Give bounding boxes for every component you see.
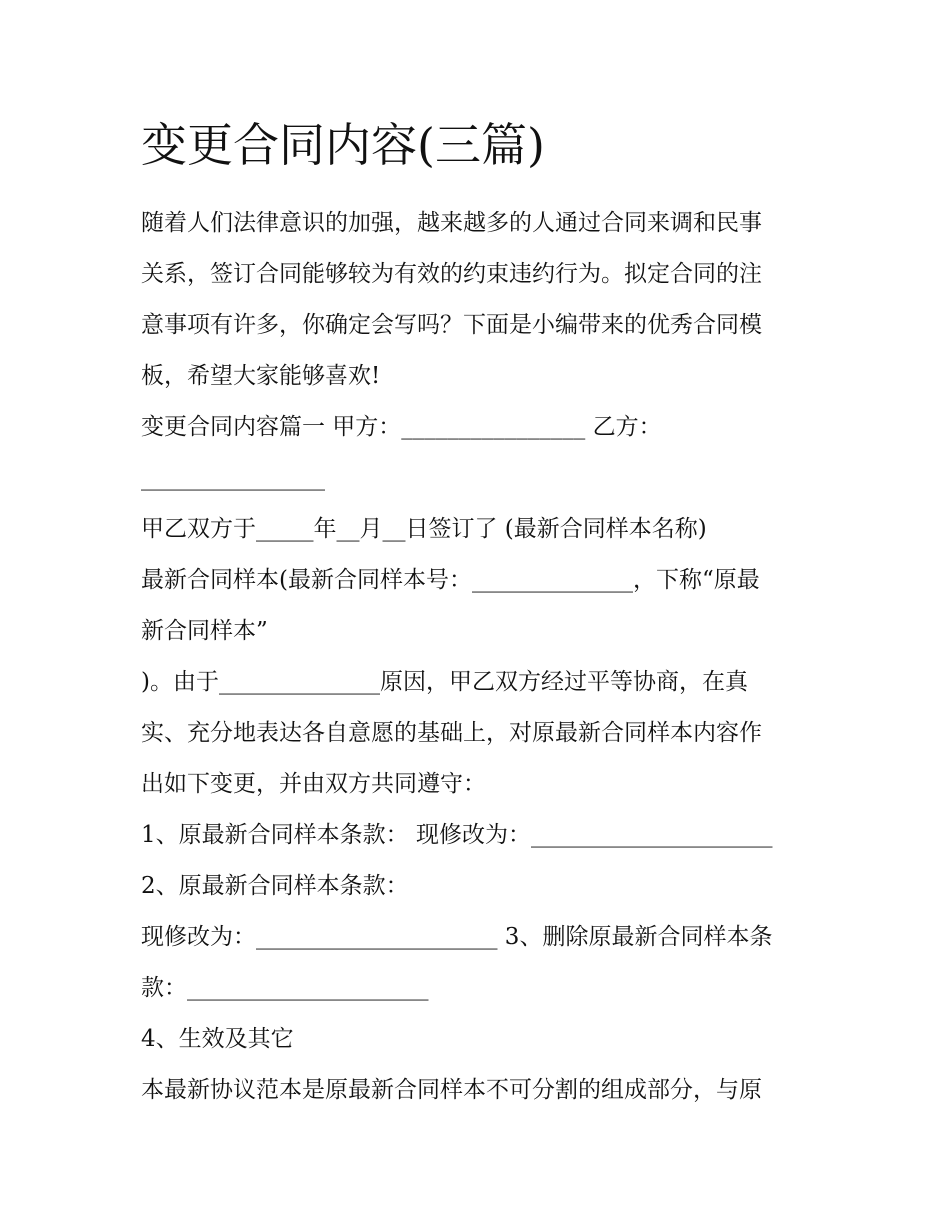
text-line: 最新合同样本(最新合同样本号：______________，下称“原最 — [141, 567, 760, 593]
text-line: ________________ — [141, 465, 325, 491]
text-line: 新合同样本” — [141, 618, 268, 644]
document-page — [141, 110, 821, 1116]
text-line: )。由于______________原因，甲乙双方经过平等协商，在真 — [141, 669, 748, 695]
text-line: 1、原最新合同样本条款： 现修改为：_____________________ — [141, 822, 773, 848]
text-line: 变更合同内容篇一 甲方：________________ 乙方： — [141, 414, 662, 440]
text-line: 款：_____________________ — [141, 975, 429, 1001]
text-line: 关系，签订合同能够较为有效的约束违约行为。拟定合同的注 — [141, 261, 762, 287]
text-line: 现修改为：_____________________ 3、删除原最新合同样本条 — [141, 924, 773, 950]
text-line: 4、生效及其它 — [141, 1026, 294, 1052]
text-line: 随着人们法律意识的加强，越来越多的人通过合同来调和民事 — [141, 210, 762, 236]
text-line: 出如下变更，并由双方共同遵守： — [141, 771, 486, 797]
text-line: 本最新协议范本是原最新合同样本不可分割的组成部分，与原 — [141, 1077, 762, 1103]
text-line: 2、原最新合同样本条款： — [141, 873, 409, 899]
text-line: 意事项有许多，你确定会写吗？下面是小编带来的优秀合同模 — [141, 312, 762, 338]
text-line: 实、充分地表达各自意愿的基础上，对原最新合同样本内容作 — [141, 720, 762, 746]
text-line: 甲乙双方于_____年__月__日签订了 (最新合同样本名称) — [141, 516, 707, 542]
document-title: 变更合同内容(三篇) — [141, 118, 545, 172]
text-line: 板，希望大家能够喜欢! — [141, 363, 381, 389]
